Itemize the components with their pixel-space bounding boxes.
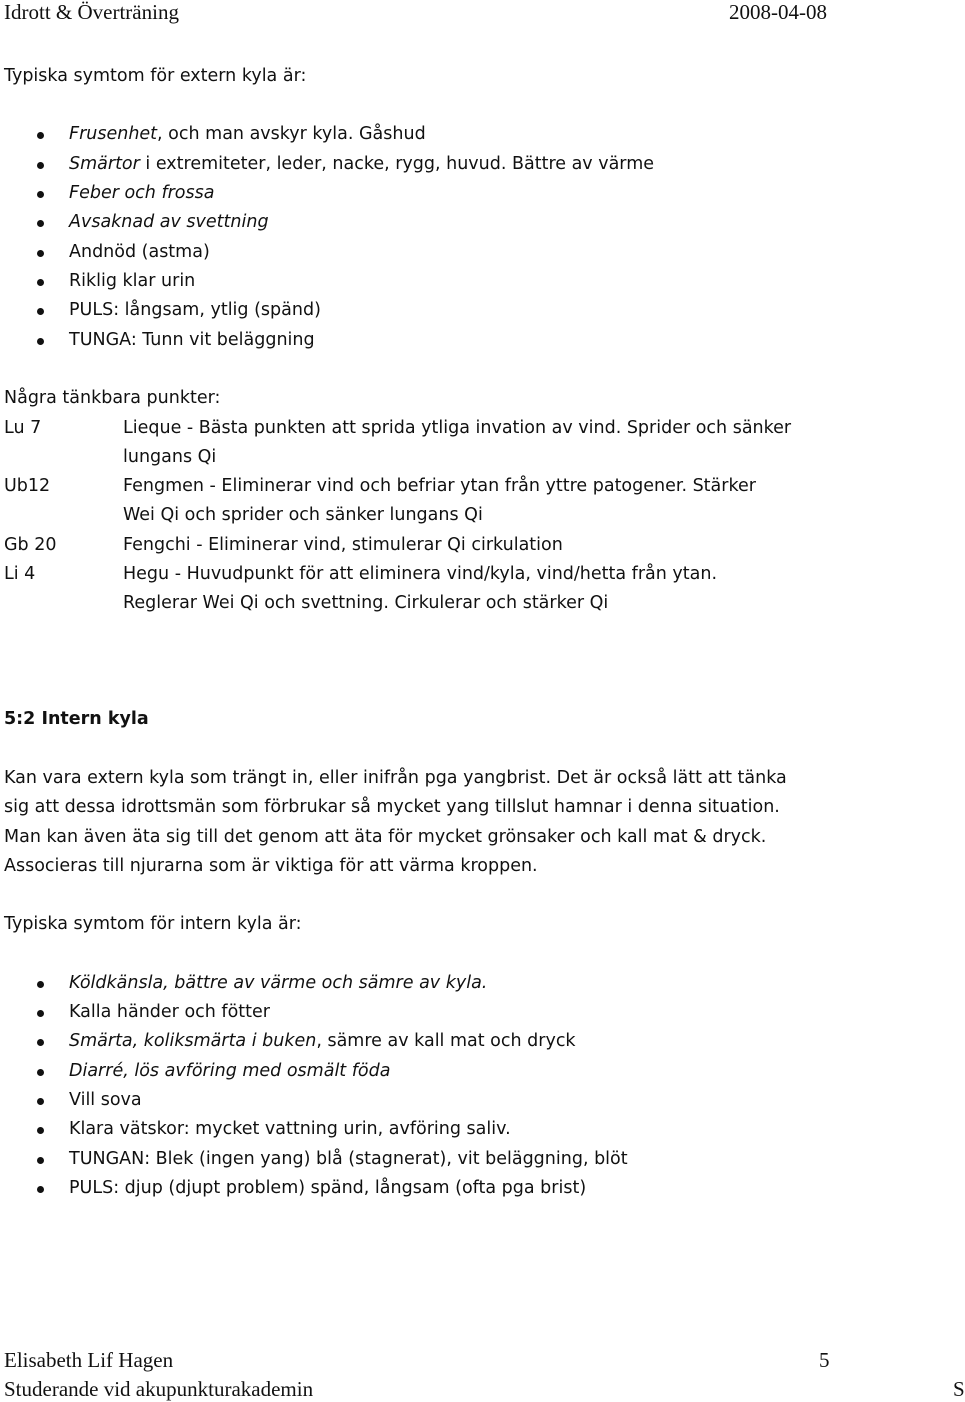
points-heading: Några tänkbara punkter: [4, 388, 221, 408]
paragraph-line: Associeras till njurarna som är viktiga för att värma kroppen. [4, 856, 538, 876]
list-item-text: Vill sova [69, 1090, 142, 1110]
list-item-text: TUNGAN: Blek (ingen yang) blå (stagnerat), vit beläggning, blöt [69, 1149, 628, 1169]
list-item-text: Frusenhet, och man avskyr kyla. Gåshud [69, 124, 426, 144]
list-item-text: Köldkänsla, bättre av värme och sämre av kyla. [69, 973, 488, 993]
footer-edge-char: S [953, 1377, 965, 1401]
point-description: lungans Qi [123, 447, 217, 467]
bullet-icon [37, 1098, 44, 1105]
point-description: Hegu - Huvudpunkt för att eliminera vind/kyla, vind/hetta från ytan. [123, 564, 718, 584]
bullet-icon [37, 338, 44, 345]
bullet-icon [37, 1127, 44, 1134]
bullet-icon [37, 191, 44, 198]
bullet-icon [37, 1069, 44, 1076]
bullet-icon [37, 1039, 44, 1046]
bullet-icon [37, 132, 44, 139]
bullet-icon [37, 1186, 44, 1193]
list-item-text: PULS: djup (djupt problem) spänd, långsam (ofta pga brist) [69, 1178, 587, 1198]
list-item-text: Avsaknad av svettning [69, 212, 269, 232]
list-item-text: Diarré, lös avföring med osmält föda [69, 1061, 391, 1081]
intern-intro: Typiska symtom för intern kyla är: [4, 914, 302, 934]
extern-intro: Typiska symtom för extern kyla är: [4, 66, 307, 86]
list-item-text: Smärta, koliksmärta i buken, sämre av kall mat och dryck [69, 1031, 576, 1051]
point-code: Lu 7 [4, 418, 42, 438]
paragraph-line: Man kan även äta sig till det genom att äta för mycket grönsaker och kall mat & dryck. [4, 827, 767, 847]
list-item-text: Smärtor i extremiteter, leder, nacke, rygg, huvud. Bättre av värme [69, 154, 655, 174]
list-item-text: Kalla händer och fötter [69, 1002, 270, 1022]
point-code: Gb 20 [4, 535, 57, 555]
bullet-icon [37, 1157, 44, 1164]
bullet-icon [37, 220, 44, 227]
paragraph-line: sig att dessa idrottsmän som förbrukar så mycket yang tillslut hamnar i denna situation. [4, 797, 780, 817]
bullet-icon [37, 1010, 44, 1017]
point-description: Reglerar Wei Qi och svettning. Cirkulerar och stärker Qi [123, 593, 609, 613]
header-date: 2008-04-08 [729, 0, 827, 24]
footer-author: Elisabeth Lif Hagen [4, 1348, 174, 1372]
list-item-text: PULS: långsam, ytlig (spänd) [69, 300, 321, 320]
list-item-text: Riklig klar urin [69, 271, 196, 291]
point-code: Li 4 [4, 564, 36, 584]
list-item-text: TUNGA: Tunn vit beläggning [69, 330, 315, 350]
list-item-text: Feber och frossa [69, 183, 215, 203]
footer-page-number: 5 [819, 1348, 830, 1372]
section-heading: 5:2 Intern kyla [4, 709, 149, 729]
footer-affiliation: Studerande vid akupunkturakademin [4, 1377, 314, 1401]
list-item-text: Andnöd (astma) [69, 242, 210, 262]
bullet-icon [37, 981, 44, 988]
bullet-icon [37, 162, 44, 169]
paragraph-line: Kan vara extern kyla som trängt in, eller inifrån pga yangbrist. Det är också lätt att tänka [4, 768, 787, 788]
bullet-icon [37, 250, 44, 257]
point-description: Fengchi - Eliminerar vind, stimulerar Qi cirkulation [123, 535, 563, 555]
list-item-text: Klara vätskor: mycket vattning urin, avföring saliv. [69, 1119, 511, 1139]
bullet-icon [37, 279, 44, 286]
point-description: Fengmen - Eliminerar vind och befriar ytan från yttre patogener. Stärker [123, 476, 756, 496]
header-title: Idrott & Överträning [4, 0, 179, 24]
point-code: Ub12 [4, 476, 51, 496]
bullet-icon [37, 308, 44, 315]
point-description: Lieque - Bästa punkten att sprida ytliga invation av vind. Sprider och sänker [123, 418, 792, 438]
point-description: Wei Qi och sprider och sänker lungans Qi [123, 505, 483, 525]
